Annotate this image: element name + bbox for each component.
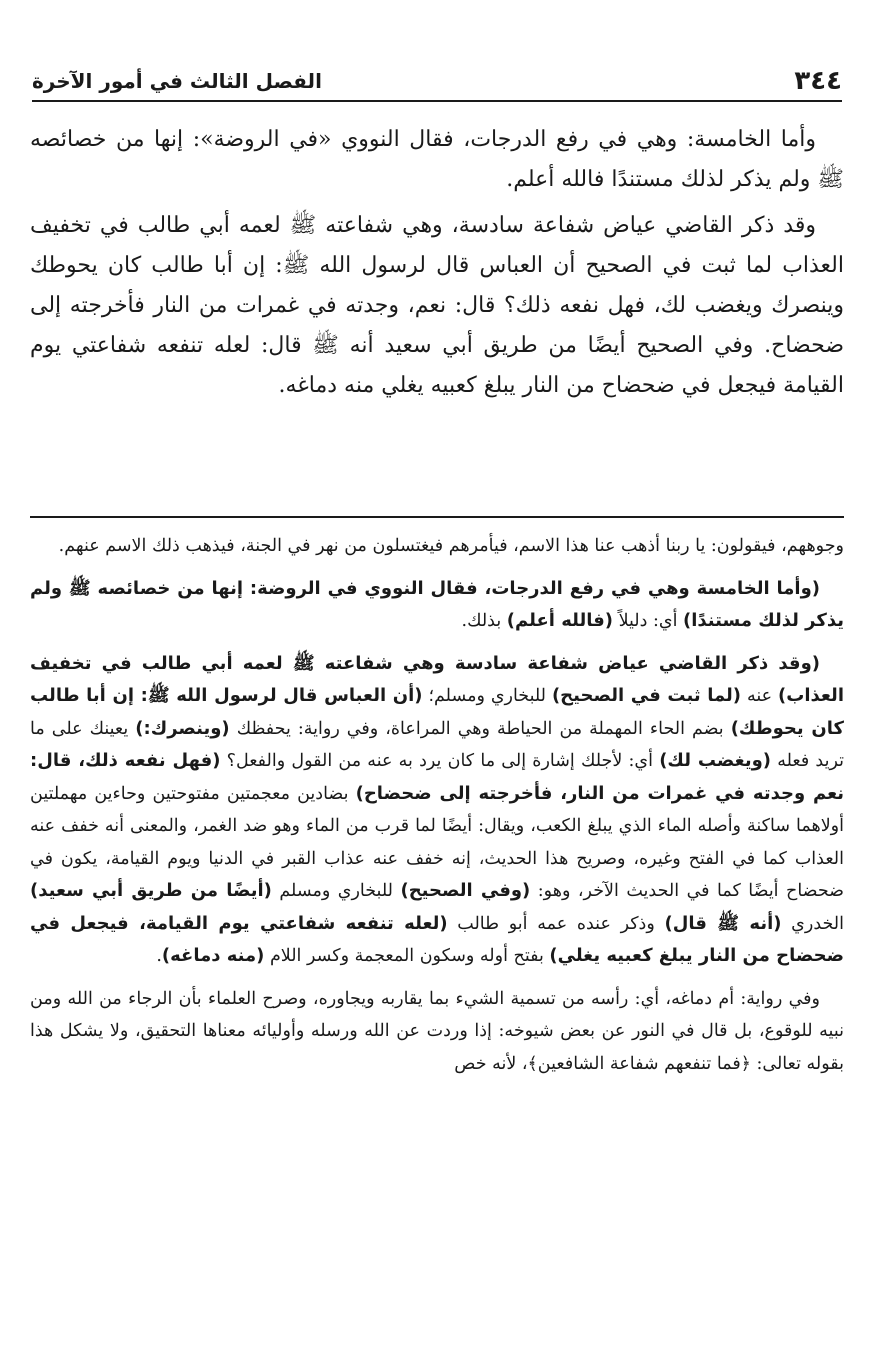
quoted-matn: (لما ثبت في الصحيح) [551,685,742,706]
explanation: بضادين معجمتين مفتوحتين وحاءين مهملتين أولاهما ساكنة وأصله الماء الذي يبلغ الكعب، ويقال: أيضًا لما قرب من الماء وهو ضد الغمر، والمعنى أنه خفف عنه العذاب كما في الفتح وغيره، وصريح هذا الحديث، إنه خفف عنه عذاب القبر في الدنيا ويوم القيامة، يكون في ضحضاح أيضًا كما في الحديث الآخر، وهو: [30,783,845,901]
commentary-paragraph [30,573,844,638]
running-title: الفصل الثالث في أمور الآخرة [32,69,322,93]
commentary-paragraph: وجوههم، فيقولون: يا ربنا أذهب عنا هذا الاسم، فيأمرهم فيغتسلون من نهر في الجنة، فيذهب ذلك الاسم عنهم. [58,536,844,556]
explanation: بفتح أوله وسكون المعجمة وكسر اللام [264,946,550,966]
explanation: بذلك. [461,611,507,631]
explanation: . [156,946,162,966]
explanation: يعينك على ما تريد فعله [30,718,844,771]
explanation: أي: دليلاً [613,611,684,631]
page-header [32,62,842,102]
quoted-matn: (ويغضب لك) [659,750,771,771]
explanation: عنه [741,686,779,706]
explanation: وذكر عنده عمه أبو طالب [447,913,665,934]
quoted-matn: (منه دماغه) [161,945,265,966]
quoted-matn: (وفي الصحيح) [400,880,531,901]
explanation: الخدري [781,913,844,934]
commentary-paragraph [30,648,844,973]
quoted-matn: (أن العباس قال لرسول الله ﷺ: إن أبا طالب كان يحوطك) [30,685,844,739]
page-number: ٣٤٤ [794,66,842,96]
quoted-matn: (وينصرك:) [135,717,230,739]
quoted-matn: (فهل نفعه ذلك، قال: نعم وجدته في غمرات من النار، فأخرجته إلى ضحضاح) [30,750,845,804]
main-text [30,120,844,412]
quoted-matn: (أيضًا من طريق أبي سعيد) [30,880,272,901]
explanation: أي: لأجلك إشارة إلى ما كان يرد به عنه من القول والفعل؟ [220,751,660,771]
quoted-matn: (فالله أعلم) [506,610,614,631]
quoted-matn: (لعله تنفعه شفاعتي يوم القيامة، فيجعل في ضحضاح من النار يبلغ كعبيه يغلي) [30,912,844,966]
main-paragraph: وقد ذكر القاضي عياض شفاعة سادسة، وهي شفاعته ﷺ لعمه أبي طالب في تخفيف العذاب لما ثبت في الصحيح أن العباس قال لرسول الله ﷺ: إن أبا طالب كان يحوطك وينصرك ويغضب لك، فهل نفعه ذلك؟ قال: نعم، وجدته في غمرات من النار فأخرجته إلى ضحضاح. وفي الصحيح أيضًا من طريق أبي سعيد أنه ﷺ قال: لعله تنفعه شفاعتي يوم القيامة فيجعل في ضحضاح من النار يبلغ كعبيه يغلي منه دماغه. [30,213,844,398]
commentary-paragraph: وفي رواية: أم دماغه، أي: رأسه من تسمية الشيء بما يقاربه ويجاوره، وصرح العلماء بأن الرجاء من الله ومن نبيه للوقوع، بل قال في النور عن بعض شيوخه: إذا وردت عن الله ورسله وأوليائه معناها التحقيق، ولا يشكل هذا بقوله تعالى: ﴿فما تنفعهم شفاعة الشافعين﴾، لأنه خص [30,988,844,1074]
quoted-matn: (وقد ذكر القاضي عياض شفاعة سادسة وهي شفاعته ﷺ لعمه أبي طالب في تخفيف العذاب) [30,652,844,706]
explanation: بضم الحاء المهملة من الحياطة وهي المراعاة، وفي رواية: يحفظك [229,718,731,739]
explanation: للبخاري ومسلم؛ [422,686,552,706]
quoted-matn: (وأما الخامسة وهي في رفع الدرجات، فقال النووي في الروضة: إنها من خصائصه ﷺ ولم يذكر لذلك مستندًا) [30,577,844,631]
main-paragraph: وأما الخامسة: وهي في رفع الدرجات، فقال النووي «في الروضة»: إنها من خصائصه ﷺ ولم يذكر لذلك مستندًا فالله أعلم. [30,127,844,192]
footnote-divider [30,516,844,518]
explanation: للبخاري ومسلم [271,881,401,901]
quoted-matn: (أنه ﷺ قال) [664,912,782,934]
commentary [30,530,844,1090]
